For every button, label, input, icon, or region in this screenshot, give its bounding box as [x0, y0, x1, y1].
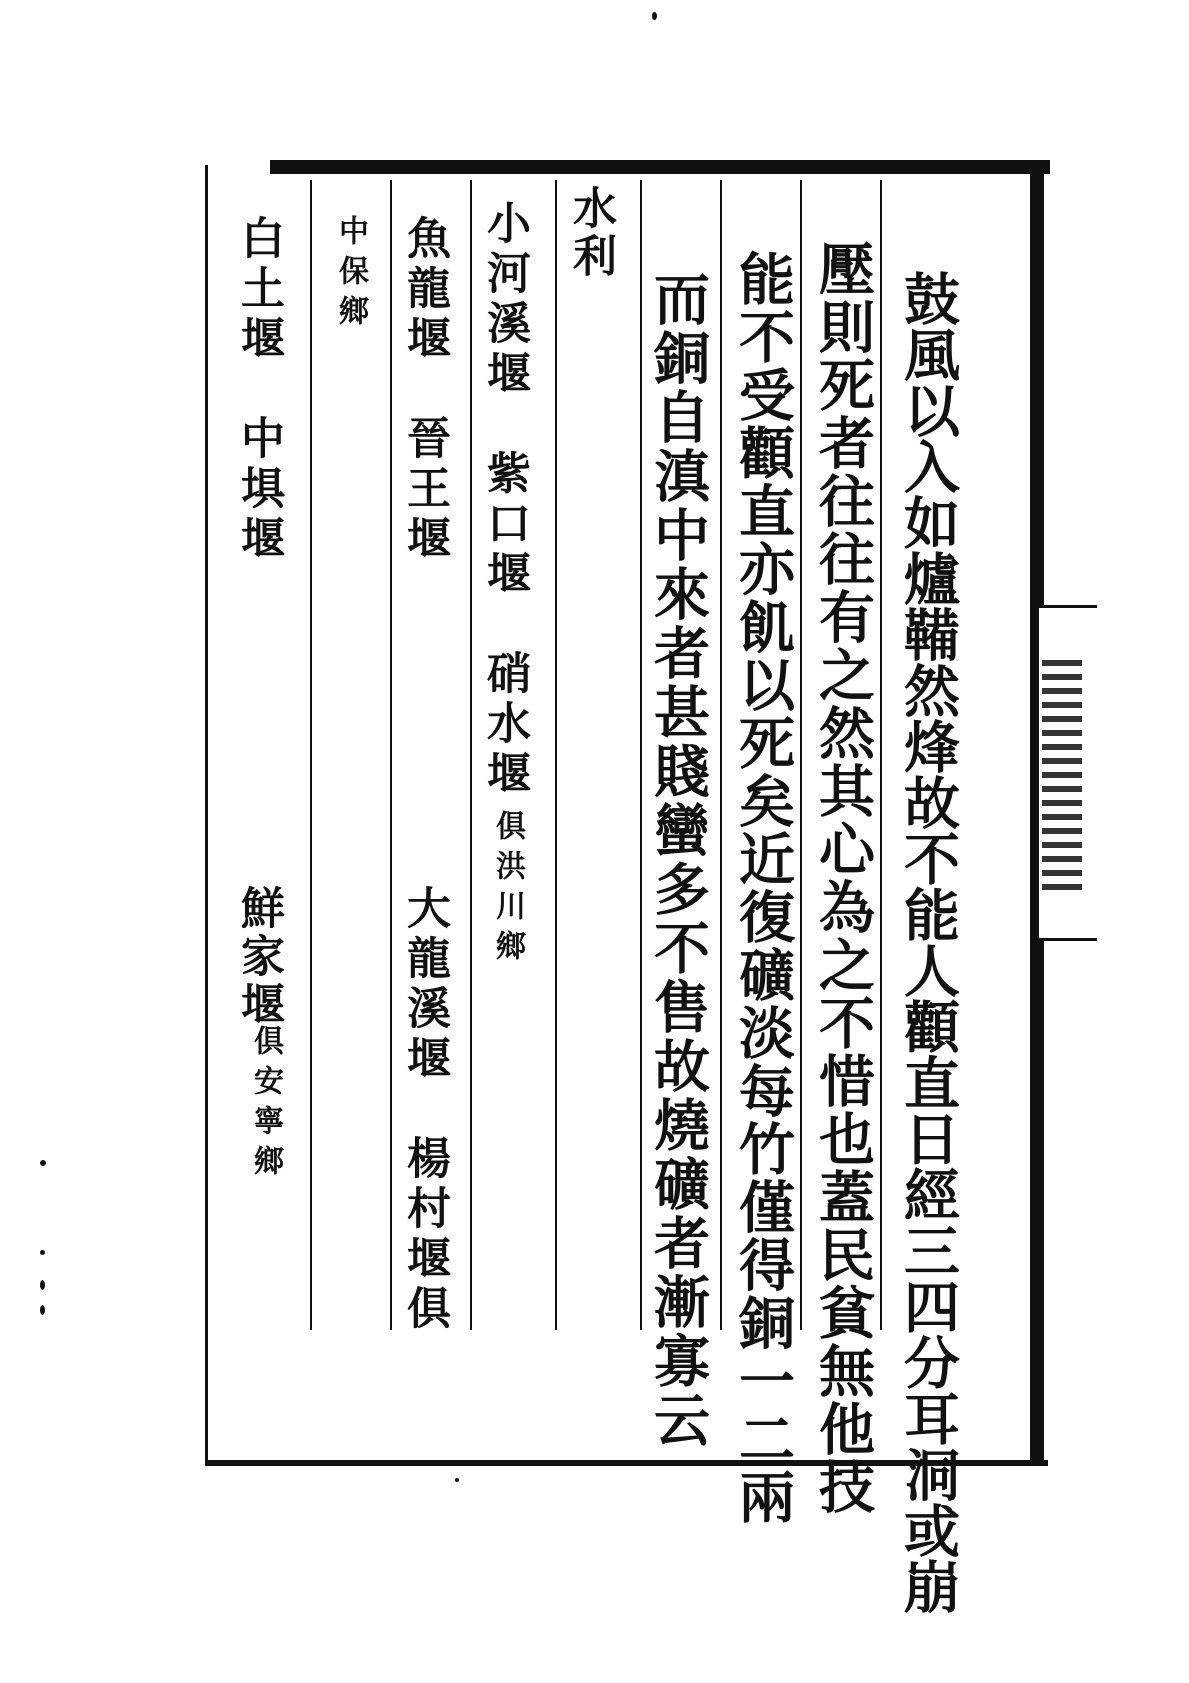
- text-column-3: 能不受顴直亦飢以死矣近復礦淡每竹僅得銅一二兩: [730, 250, 796, 1526]
- section-heading: 水利: [565, 185, 616, 281]
- column-rule: [310, 180, 312, 1330]
- ink-speck: [40, 1280, 45, 1290]
- column-rule: [800, 180, 802, 1330]
- column-rule: [720, 180, 722, 1330]
- text-column-9a: 白土堰 中埧堰: [233, 215, 284, 565]
- text-column-1: 鼓風以入如爐鞴然烽故不能人顴直日經三四分耳洞或崩: [895, 270, 961, 1614]
- text-column-9b: 鮮家堰: [233, 885, 284, 1029]
- column-rule: [555, 180, 557, 1330]
- ink-speck: [40, 1160, 46, 1166]
- text-column-2: 壓則死者往往有之然其心為之不惜也蓋民貧無他技: [810, 240, 876, 1516]
- column-rule: [470, 180, 472, 1330]
- ink-speck: [40, 1250, 45, 1255]
- ink-speck: [40, 1305, 45, 1315]
- text-column-7b: 大龍溪堰 楊村堰俱: [399, 885, 450, 1335]
- text-column-7a: 魚龍堰 晉王堰: [399, 215, 450, 565]
- ink-speck: [455, 1478, 459, 1482]
- column-rule: [880, 180, 882, 1330]
- column-rule: [640, 180, 642, 1330]
- column-rule: [390, 180, 392, 1330]
- ink-speck: [652, 12, 657, 20]
- text-column-8: 中保鄉: [333, 215, 368, 335]
- text-column-4: 而銅自滇中來者甚賤蠻多不售故燒礦者漸寡云: [645, 270, 711, 1450]
- text-column-6-note: 俱洪川鄉: [490, 810, 525, 970]
- text-column-6: 小河溪堰 紫口堰 硝水堰: [479, 200, 530, 800]
- fold-tab-text-worn: [1042, 660, 1082, 890]
- text-column-9b-note: 俱安寧鄉: [248, 1025, 283, 1185]
